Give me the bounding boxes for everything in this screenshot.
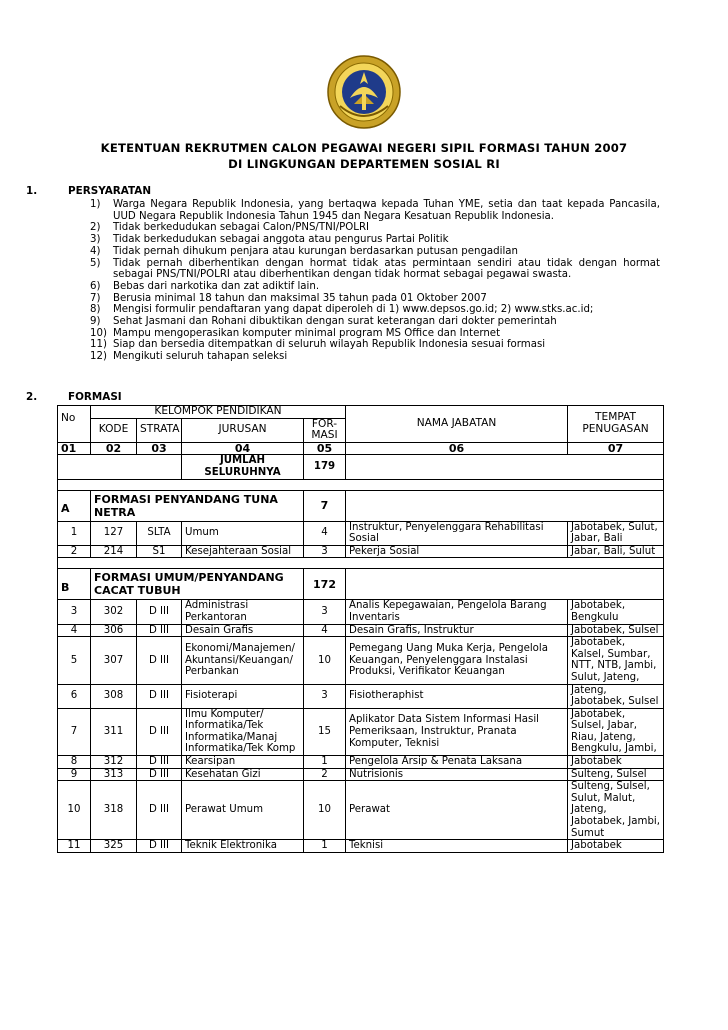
- section-1-number: 1.: [26, 185, 38, 197]
- row-formasi: 1: [304, 756, 346, 769]
- row-formasi: 3: [304, 684, 346, 708]
- section-1-heading: [26, 184, 152, 198]
- requirement-text: Tidak berkedudukan sebagai anggota atau pengurus Partai Politik: [113, 234, 449, 246]
- total-value: 179: [304, 455, 346, 479]
- row-no: 1: [58, 521, 91, 545]
- row-jurusan: Umum: [182, 521, 304, 545]
- row-strata: D III: [137, 624, 182, 637]
- row-strata: SLTA: [137, 521, 182, 545]
- table-row: [58, 768, 664, 781]
- group-title: FORMASI PENYANDANG TUNA NETRA: [91, 490, 304, 521]
- column-number: 05: [304, 442, 346, 455]
- row-strata: D III: [137, 768, 182, 781]
- group-header-row: [58, 569, 664, 600]
- row-jurusan: Fisioterapi: [182, 684, 304, 708]
- row-strata: D III: [137, 600, 182, 624]
- table-row: [58, 637, 664, 684]
- row-jurusan: Perawat Umum: [182, 781, 304, 840]
- requirement-text: Mengisi formulir pendaftaran yang dapat diperoleh di 1) www.depsos.go.id; 2) www.stks.ac.id;: [113, 304, 594, 316]
- row-jabatan: Teknisi: [346, 840, 568, 853]
- requirement-number: 8): [90, 304, 101, 316]
- requirement-item: [90, 246, 660, 258]
- group-header-row: [58, 490, 664, 521]
- requirement-text: Tidak pernah diberhentikan dengan hormat tidak atas permintaan sendiri atau tidak dengan hormat sebagai PNS/TNI/POLRI atau diberhentikan dengan tidak hormat sebagai pegawai swasta.: [113, 257, 660, 281]
- requirement-item: [90, 316, 660, 328]
- header-kode: KODE: [91, 418, 137, 442]
- group-spacer-row: [58, 558, 664, 569]
- row-tempat: Jabotabek, Bengkulu: [568, 600, 664, 624]
- row-kode: 302: [91, 600, 137, 624]
- group-letter: A: [58, 490, 91, 521]
- total-label: JUMLAH SELURUHNYA: [182, 455, 304, 479]
- row-no: 8: [58, 756, 91, 769]
- total-row: [58, 455, 664, 479]
- row-strata: D III: [137, 840, 182, 853]
- row-kode: 308: [91, 684, 137, 708]
- table-row: [58, 600, 664, 624]
- requirement-number: 7): [90, 292, 101, 304]
- column-number: 01: [58, 442, 91, 455]
- row-jabatan: Analis Kepegawaian, Pengelola Barang Inventaris: [346, 600, 568, 624]
- row-jabatan: Pengelola Arsip & Penata Laksana: [346, 756, 568, 769]
- row-jurusan: Kearsipan: [182, 756, 304, 769]
- requirement-text: Berusia minimal 18 tahun dan maksimal 35 tahun pada 01 Oktober 2007: [113, 292, 487, 304]
- departemen-sosial-emblem: [326, 54, 402, 130]
- row-formasi: 15: [304, 708, 346, 755]
- title-line-2: DI LINGKUNGAN DEPARTEMEN SOSIAL RI: [228, 157, 500, 171]
- requirement-number: 2): [90, 222, 101, 234]
- header-no: No: [58, 406, 91, 443]
- requirement-number: 10): [90, 327, 107, 339]
- group-spacer: [58, 558, 664, 569]
- requirement-item: [90, 351, 660, 363]
- group-count: 7: [304, 490, 346, 521]
- column-number: 06: [346, 442, 568, 455]
- section-2-number: 2.: [26, 391, 38, 403]
- formasi-table: [57, 405, 664, 853]
- row-no: 4: [58, 624, 91, 637]
- row-jabatan: Perawat: [346, 781, 568, 840]
- table-row: [58, 521, 664, 545]
- row-no: 9: [58, 768, 91, 781]
- requirement-text: Mengikuti seluruh tahapan seleksi: [113, 351, 288, 363]
- requirement-text: Mampu mengoperasikan komputer minimal program MS Office dan Internet: [113, 327, 501, 339]
- group-spacer: [58, 479, 664, 490]
- row-strata: D III: [137, 637, 182, 684]
- requirement-text: Sehat Jasmani dan Rohani dibuktikan dengan surat keterangan dari dokter pemerintah: [113, 316, 557, 328]
- row-strata: D III: [137, 756, 182, 769]
- row-kode: 214: [91, 545, 137, 558]
- row-jurusan: Ilmu Komputer/ Informatika/Tek Informatika/Manaj Informatika/Tek Komp: [182, 708, 304, 755]
- row-jabatan: Aplikator Data Sistem Informasi Hasil Pemeriksaan, Instruktur, Pranata Komputer, Teknisi: [346, 708, 568, 755]
- row-tempat: Sulteng, Sulsel, Sulut, Malut, Jateng, Jabotabek, Jambi, Sumut: [568, 781, 664, 840]
- row-tempat: Jabotabek, Kalsel, Sumbar, NTT, NTB, Jambi, Sulut, Jateng,: [568, 637, 664, 684]
- row-strata: D III: [137, 708, 182, 755]
- row-tempat: Jabotabek: [568, 840, 664, 853]
- requirement-item: [90, 281, 660, 293]
- requirement-text: Tidak pernah dihukum penjara atau kurungan berdasarkan putusan pengadilan: [113, 245, 518, 257]
- table-row: [58, 684, 664, 708]
- requirement-item: [90, 304, 660, 316]
- group-title: FORMASI UMUM/PENYANDANG CACAT TUBUH: [91, 569, 304, 600]
- total-spacer: [58, 455, 182, 479]
- row-jurusan: Teknik Elektronika: [182, 840, 304, 853]
- requirement-item: [90, 234, 660, 246]
- row-tempat: Jabotabek, Sulut, Jabar, Bali: [568, 521, 664, 545]
- row-strata: S1: [137, 545, 182, 558]
- requirement-number: 12): [90, 351, 107, 363]
- row-jabatan: Desain Grafis, Instruktur: [346, 624, 568, 637]
- row-kode: 318: [91, 781, 137, 840]
- row-kode: 325: [91, 840, 137, 853]
- row-jabatan: Pekerja Sosial: [346, 545, 568, 558]
- group-letter: B: [58, 569, 91, 600]
- requirement-item: [90, 328, 660, 340]
- row-no: 7: [58, 708, 91, 755]
- row-jurusan: Desain Grafis: [182, 624, 304, 637]
- requirement-text: Warga Negara Republik Indonesia, yang bertaqwa kepada Tuhan YME, setia dan taat kepada Pancasila, UUD Negara Republik Indonesia Tahun 1945 dan Negara Kesatuan Republik Indonesia.: [113, 199, 660, 222]
- requirement-number: 3): [90, 234, 101, 246]
- section-2-heading: [26, 390, 122, 404]
- header-nama-jabatan: NAMA JABATAN: [346, 406, 568, 443]
- header-formasi: FOR-MASI: [304, 418, 346, 442]
- header-tempat-penugasan: TEMPAT PENUGASAN: [568, 406, 664, 443]
- row-formasi: 3: [304, 545, 346, 558]
- row-jabatan: Fisiotheraphist: [346, 684, 568, 708]
- row-formasi: 10: [304, 637, 346, 684]
- row-jurusan: Kesehatan Gizi: [182, 768, 304, 781]
- row-no: 10: [58, 781, 91, 840]
- row-jurusan: Kesejahteraan Sosial: [182, 545, 304, 558]
- requirement-text: Siap dan bersedia ditempatkan di seluruh wilayah Republik Indonesia sesuai formasi: [113, 339, 546, 351]
- document-title: [0, 140, 728, 172]
- row-kode: 306: [91, 624, 137, 637]
- header-strata: STRATA: [137, 418, 182, 442]
- title-line-1: KETENTUAN REKRUTMEN CALON PEGAWAI NEGERI SIPIL FORMASI TAHUN 2007: [100, 141, 628, 155]
- row-no: 5: [58, 637, 91, 684]
- row-tempat: Jabotabek, Sulsel: [568, 624, 664, 637]
- requirement-item: [90, 222, 660, 234]
- requirement-number: 4): [90, 245, 101, 257]
- table-row: [58, 781, 664, 840]
- requirements-list: [90, 199, 660, 363]
- requirement-number: 6): [90, 280, 101, 292]
- group-count: 172: [304, 569, 346, 600]
- row-tempat: Sulteng, Sulsel: [568, 768, 664, 781]
- row-kode: 311: [91, 708, 137, 755]
- requirement-item: [90, 339, 660, 351]
- group-empty: [346, 569, 664, 600]
- formasi-table-body: [58, 442, 664, 852]
- row-jabatan: Pemegang Uang Muka Kerja, Pengelola Keuangan, Penyelenggara Instalasi Produksi, Verifikator Keuangan: [346, 637, 568, 684]
- requirement-item: [90, 293, 660, 305]
- table-row: [58, 545, 664, 558]
- column-number: 03: [137, 442, 182, 455]
- row-formasi: 10: [304, 781, 346, 840]
- requirement-number: 1): [90, 199, 101, 210]
- row-tempat: Jabotabek: [568, 756, 664, 769]
- row-formasi: 1: [304, 840, 346, 853]
- requirement-item: [90, 199, 660, 222]
- requirement-text: Bebas dari narkotika dan zat adiktif lain.: [113, 280, 320, 292]
- table-row: [58, 756, 664, 769]
- column-number: 02: [91, 442, 137, 455]
- header-jurusan: JURUSAN: [182, 418, 304, 442]
- requirement-number: 5): [90, 257, 101, 269]
- row-no: 6: [58, 684, 91, 708]
- table-row: [58, 624, 664, 637]
- requirement-item: [90, 258, 660, 281]
- row-no: 2: [58, 545, 91, 558]
- row-formasi: 2: [304, 768, 346, 781]
- requirement-number: 9): [90, 316, 101, 328]
- row-tempat: Jabotabek, Sulsel, Jabar, Riau, Jateng, Bengkulu, Jambi,: [568, 708, 664, 755]
- row-kode: 312: [91, 756, 137, 769]
- section-2-title: FORMASI: [68, 391, 122, 403]
- row-kode: 313: [91, 768, 137, 781]
- total-spacer: [346, 455, 664, 479]
- row-no: 3: [58, 600, 91, 624]
- row-strata: D III: [137, 781, 182, 840]
- group-spacer-row: [58, 479, 664, 490]
- column-number-row: [58, 442, 664, 455]
- row-jurusan: Ekonomi/Manajemen/ Akuntansi/Keuangan/ Perbankan: [182, 637, 304, 684]
- row-tempat: Jateng, Jabotabek, Sulsel: [568, 684, 664, 708]
- row-kode: 307: [91, 637, 137, 684]
- row-jurusan: Administrasi Perkantoran: [182, 600, 304, 624]
- row-formasi: 3: [304, 600, 346, 624]
- row-kode: 127: [91, 521, 137, 545]
- requirement-number: 11): [90, 339, 107, 351]
- row-jabatan: Nutrisionis: [346, 768, 568, 781]
- row-strata: D III: [137, 684, 182, 708]
- row-formasi: 4: [304, 624, 346, 637]
- header-kelompok-pendidikan: KELOMPOK PENDIDIKAN: [91, 406, 346, 419]
- row-no: 11: [58, 840, 91, 853]
- row-jabatan: Instruktur, Penyelenggara Rehabilitasi Sosial: [346, 521, 568, 545]
- table-row: [58, 708, 664, 755]
- column-number: 04: [182, 442, 304, 455]
- section-1-title: PERSYARATAN: [68, 185, 152, 197]
- group-empty: [346, 490, 664, 521]
- row-tempat: Jabar, Bali, Sulut: [568, 545, 664, 558]
- row-formasi: 4: [304, 521, 346, 545]
- table-row: [58, 840, 664, 853]
- column-number: 07: [568, 442, 664, 455]
- requirement-text: Tidak berkedudukan sebagai Calon/PNS/TNI/POLRI: [113, 222, 370, 234]
